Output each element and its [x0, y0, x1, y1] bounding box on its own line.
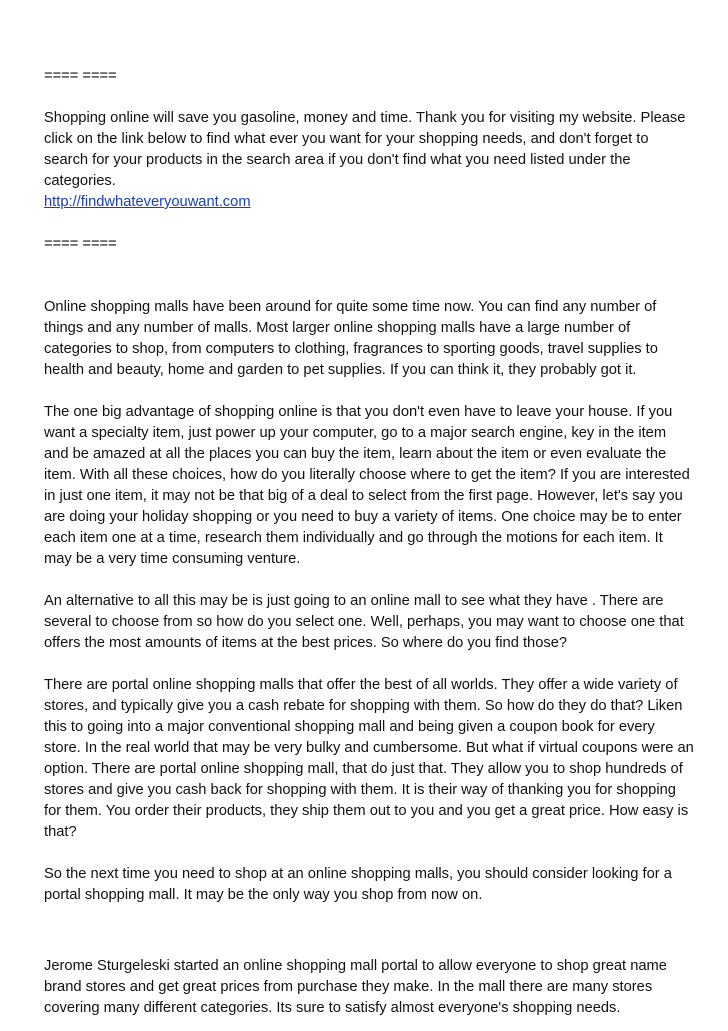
body-paragraph-5: So the next time you need to shop at an online shopping malls, you should consider looking for a portal shopping mall. It may be the only way you shop from now on.: [44, 866, 672, 903]
author-bio: Jerome Sturgeleski started an online shopping mall portal to allow everyone to shop great name brand stores and get great prices from purchase they make. In the mall there are many stores covering many different categories. Its sure to satisfy almost everyone's shopping needs.: [44, 958, 667, 1016]
body-paragraph-1: Online shopping malls have been around for quite some time now. You can find any number of things and any number of malls. Most larger online shopping malls have a large number of categories to shop, from computers to clothing, fragrances to sporting goods, travel supplies to health and beauty, home and garden to pet supplies. If you can think it, they probably got it.: [44, 299, 658, 378]
spacer: [44, 906, 694, 956]
spacer: [44, 843, 694, 864]
body-paragraph-4: There are portal online shopping malls that offer the best of all worlds. They offer a wide variety of stores, and typically give you a cash rebate for shopping with them. So how do they do that? Liken this to going into a major conventional shopping mall and being given a coupon book for every store. In the real world that may be very bulky and cumbersome. But what if virtual coupons were an option. There are portal online shopping mall, that do just that. They allow you to shop hundreds of stores and give you cash back for shopping with them. It is their way of thanking you for shopping for them. You order their products, they ship them out to you and you get a great price. How easy is that?: [44, 677, 694, 840]
separator-top: ==== ====: [44, 68, 117, 84]
body-paragraph-2: The one big advantage of shopping online is that you don't even have to leave your house. If you want a specialty item, just power up your computer, go to a major search engine, key in the item and be amazed at all the places you can buy the item, learn about the item or even evaluate the item. With all these choices, how do you literally choose where to get the item? If you are interested in just one item, it may not be that big of a deal to select from the first page. However, let's say you are doing your holiday shopping or you need to buy a variety of items. One choice may be to enter each item one at a time, research them individually and go through the motions for each item. It may be a very time consuming venture.: [44, 404, 690, 567]
body-paragraph-3: An alternative to all this may be is just going to an online mall to see what they have . There are several to choose from so how do you select one. Well, perhaps, you may want to choose one that offers the most amounts of items at the best prices. So where do you find those?: [44, 593, 684, 651]
spacer: [44, 654, 694, 675]
spacer: [44, 570, 694, 591]
intro-paragraph: Shopping online will save you gasoline, money and time. Thank you for visiting my website. Please click on the link below to find what ever you want for your shopping needs, and don't forget to search for your products in the search area if you don't find what you need listed under the categories.: [44, 110, 686, 189]
document-page: [44, 66, 694, 1019]
separator-bottom: ==== ====: [44, 236, 117, 252]
spacer: [44, 87, 694, 108]
spacer: [44, 213, 694, 234]
website-link[interactable]: http://findwhateveryouwant.com: [44, 194, 251, 210]
spacer: [44, 255, 694, 297]
spacer: [44, 381, 694, 402]
